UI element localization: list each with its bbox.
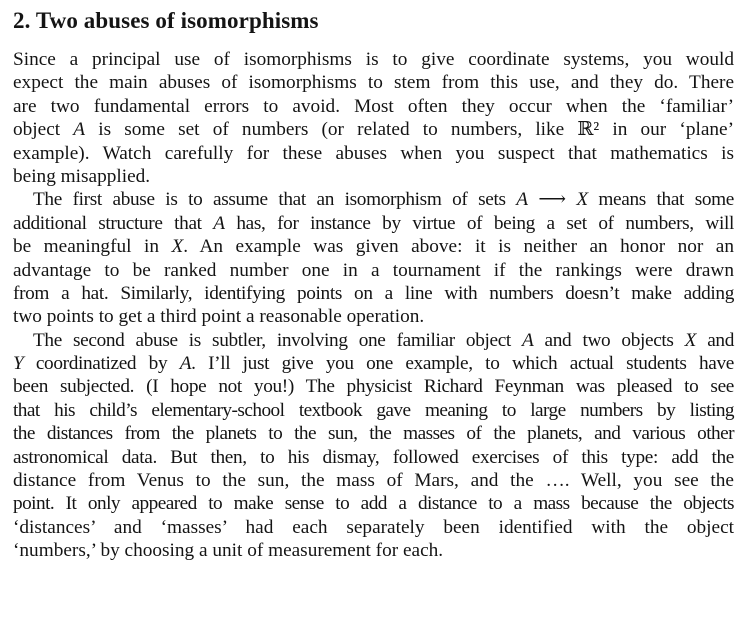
math-variable: X: [576, 189, 588, 211]
text-line: advantage to be ranked number one in a tournament if the rankings were drawn: [13, 259, 734, 281]
text-line: The second abuse is subtler, involving one familiar object A and two objects X and: [33, 329, 734, 351]
text-line: ‘distances’ and ‘masses’ had each separately been identified with the object: [13, 516, 734, 538]
text-line: being misapplied.: [13, 165, 151, 187]
math-variable: X: [684, 329, 697, 351]
text-line: expect the main abuses of isomorphisms to stem from this use, and they do. There: [13, 72, 734, 94]
text-line: distance from Venus to the sun, the mass of Mars, and the …. Well, you see the: [13, 470, 734, 492]
text-line: are two fundamental errors to avoid. Most often they occur when the ‘familiar’: [13, 95, 734, 117]
text-line: the distances from the planets to the sun, the masses of the planets, and various other: [13, 423, 734, 445]
text-line: additional structure that A has, for instance by virtue of being a set of numbers, will: [13, 212, 734, 234]
text-line: object A is some set of numbers (or related to numbers, like ℝ² in our ‘plane’: [13, 119, 734, 141]
document-page: [13, 6, 734, 563]
text-line: Y coordinatized by A. I’ll just give you one example, to which actual students have: [13, 353, 734, 375]
text-line: from a hat. Similarly, identifying points on a line with numbers doesn’t make adding: [13, 282, 734, 304]
math-variable: A: [179, 353, 192, 375]
paragraph-3: [13, 329, 734, 563]
math-variable: A: [73, 119, 86, 141]
math-variable: A: [522, 329, 534, 351]
text-line: been subjected. (I hope not you!) The physicist Richard Feynman was pleased to see: [13, 376, 734, 398]
text-line: be meaningful in X. An example was given above: it is neither an honor nor an: [13, 236, 735, 258]
text-line: Since a principal use of isomorphisms is to give coordinate systems, you would: [13, 49, 734, 70]
text-line: example). Watch carefully for these abuses when you suspect that mathematics is: [13, 142, 734, 164]
math-variable: Y: [13, 353, 24, 375]
text-line: that his child’s elementary-school textbook gave meaning to large numbers by listing: [13, 399, 734, 421]
section-heading: [13, 6, 734, 36]
text-line: ‘numbers,’ by choosing a unit of measurement for each.: [13, 540, 444, 562]
text-line: point. It only appeared to make sense to add a distance to a mass because the objects: [13, 493, 734, 515]
paragraph-1: [13, 48, 734, 188]
paragraph-2: [13, 188, 734, 328]
text-line: The first abuse is to assume that an isomorphism of sets A ⟶ X means that some: [33, 189, 734, 211]
section-title: Two abuses of isomorphisms: [35, 8, 319, 33]
text-line: astronomical data. But then, to his dismay, followed exercises of this type: add the: [13, 446, 734, 468]
math-variable: X: [171, 236, 184, 258]
text-line: two points to get a third point a reasonable operation.: [13, 306, 425, 328]
math-variable: A: [516, 189, 528, 211]
section-number: 2.: [13, 8, 31, 33]
math-variable: A: [213, 212, 225, 234]
